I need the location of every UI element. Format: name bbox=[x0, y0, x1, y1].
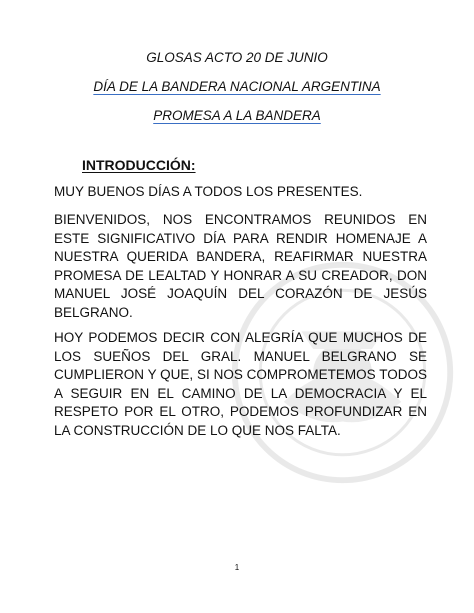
document-title: GLOSAS ACTO 20 DE JUNIO bbox=[146, 50, 328, 65]
paragraph-welcome: BIENVENIDOS, NOS ENCONTRAMOS REUNIDOS EN ESTE SIGNIFICATIVO DÍA PARA RENDIR HOMENAJE A NUESTRA QUERIDA BANDERA, REAFIRMAR NUESTRA PROMESA DE LEALTAD Y HONRAR A SU CREADOR, DON MANUEL JOSÉ JOAQUÍN DEL CORAZÓN DE JESÚS BELGRANO. bbox=[54, 212, 427, 320]
document-subtitle-secondary: PROMESA A LA BANDERA bbox=[153, 108, 321, 123]
paragraph-greeting: MUY BUENOS DÍAS A TODOS LOS PRESENTES. bbox=[54, 184, 363, 199]
title-block bbox=[0, 50, 474, 137]
section-heading-introduccion: INTRODUCCIÓN: bbox=[82, 157, 196, 173]
paragraph-commitment: HOY PODEMOS DECIR CON ALEGRÍA QUE MUCHOS DE LOS SUEÑOS DEL GRAL. MANUEL BELGRANO SE CUMPLIERON Y QUE, SI NOS COMPROMETEMOS TODOS A SEGUIR EN EL CAMINO DE LA DEMOCRACIA Y EL RESPETO POR EL OTRO, PODEMOS PROFUNDIZAR EN LA CONSTRUCCIÓN DE LO QUE NOS FALTA. bbox=[54, 330, 427, 438]
page-number: 1 bbox=[234, 563, 240, 572]
document-subtitle: DÍA DE LA BANDERA NACIONAL ARGENTINA bbox=[93, 79, 381, 94]
